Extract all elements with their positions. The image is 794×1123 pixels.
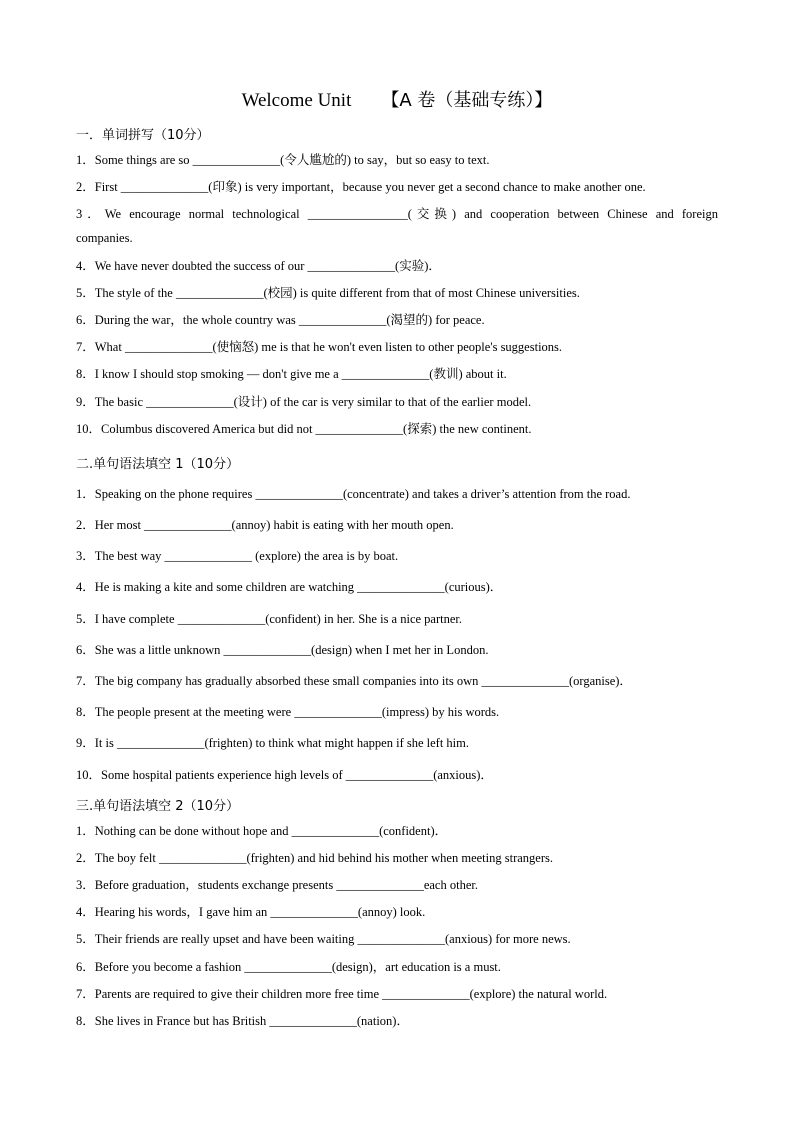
s3-question-1: 1．Nothing can be done without hope and ______________(confident)．: [76, 824, 448, 838]
s2-question-6: 6．She was a little unknown ______________(design) when I met her in London.: [76, 643, 489, 657]
section-2-heading: 二.单句语法填空 1（10分）: [76, 457, 240, 472]
section-3-heading: 三.单句语法填空 2（10分）: [76, 799, 240, 814]
s2-question-2: 2．Her most ______________(annoy) habit is eating with her mouth open.: [76, 518, 454, 532]
s1-question-9: 9．The basic ______________(设计) of the car is very similar to that of the earlier model.: [76, 395, 532, 409]
section-1-heading: 一．单词拼写（10分）: [76, 128, 210, 143]
title-sub: 【A 卷（基础专练）】: [381, 90, 553, 111]
s1-question-7: 7．What ______________(使恼怒) me is that he won't even listen to other people's suggestions.: [76, 340, 563, 354]
s2-question-10: 10．Some hospital patients experience high levels of ______________(anxious)．: [76, 768, 493, 782]
s1-question-5: 5．The style of the ______________(校园) is quite different from that of most Chinese universities.: [76, 286, 580, 300]
s2-question-5: 5．I have complete ______________(confident) in her. She is a nice partner.: [76, 612, 463, 626]
title-main: Welcome Unit: [241, 90, 352, 111]
s2-question-7: 7．The big company has gradually absorbed these small companies into its own ______________(organise)．: [76, 674, 632, 688]
s3-question-6: 6．Before you become a fashion ______________(design)，art education is a must.: [76, 960, 501, 974]
s2-question-9: 9．It is ______________(frighten) to think what might happen if she left him.: [76, 736, 469, 750]
s3-question-3: 3．Before graduation，students exchange presents ______________each other.: [76, 878, 478, 892]
s1-question-4: 4．We have never doubted the success of our ______________(实验)．: [76, 259, 441, 273]
s3-question-5: 5．Their friends are really upset and have been waiting ______________(anxious) for more news.: [76, 932, 571, 946]
s2-question-3: 3．The best way ______________ (explore) the area is by boat.: [76, 549, 399, 563]
s1-question-10: 10．Columbus discovered America but did not ______________(探索) the new continent.: [76, 422, 532, 436]
s1-question-6: 6．During the war，the whole country was ______________(渴望的) for peace.: [76, 313, 485, 327]
s3-question-7: 7．Parents are required to give their children more free time ______________(explore) the natural world.: [76, 987, 608, 1001]
s3-question-4: 4．Hearing his words，I gave him an ______________(annoy) look.: [76, 905, 426, 919]
s3-question-8: 8．She lives in France but has British ______________(nation)．: [76, 1014, 409, 1028]
s2-question-1: 1．Speaking on the phone requires ______________(concentrate) and takes a driver’s attention from the road.: [76, 487, 631, 501]
page-title: [0, 86, 794, 112]
s1-question-1: 1．Some things are so ______________(令人尴尬的) to say，but so easy to text.: [76, 153, 490, 167]
s1-question-8: 8．I know I should stop smoking — don't give me a ______________(教训) about it.: [76, 367, 507, 381]
s1-question-2: 2．First ______________(印象) is very important，because you never get a second chance to make another one.: [76, 180, 646, 194]
s1-question-3-cont: companies.: [76, 231, 133, 245]
s1-question-3: 3．We encourage normal technological ________________(交换) and cooperation between Chinese and foreign: [76, 207, 718, 221]
s2-question-8: 8．The people present at the meeting were ______________(impress) by his words.: [76, 705, 500, 719]
s2-question-4: 4．He is making a kite and some children are watching ______________(curious)．: [76, 580, 503, 594]
s3-question-2: 2．The boy felt ______________(frighten) and hid behind his mother when meeting strangers.: [76, 851, 553, 865]
